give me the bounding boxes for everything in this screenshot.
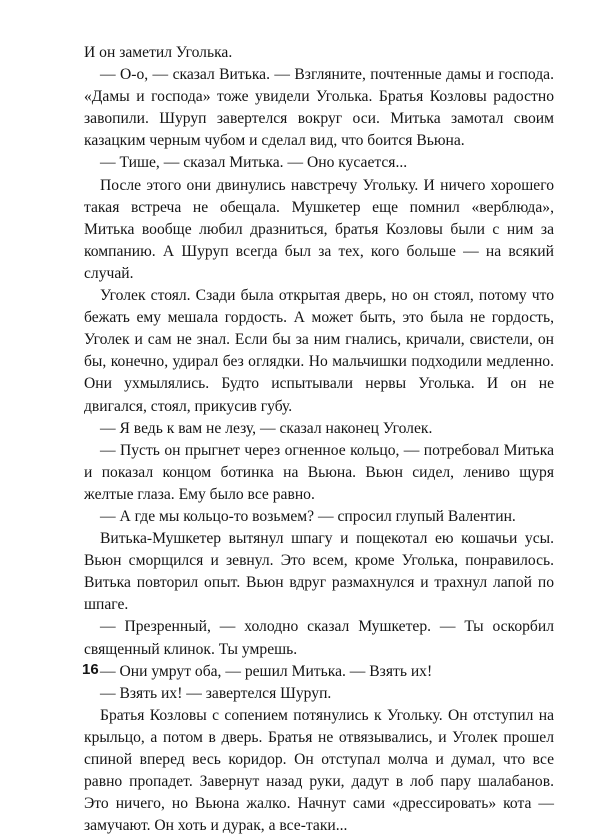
paragraph: Уголек стоял. Сзади была открытая дверь, но он стоял, потому что бежать ему мешала гордость. А может быть, это была не гордость, Уголек и сам не знал. Если бы за ним гнались, кричали, свистели, он бы, конечно, удирал без оглядки. Но мальчишки подходили медленно. Они ухмылялись. Будто испытывали нервы Уголька. И он не двигался, стоял, прикусив губу.: [84, 287, 554, 415]
page-number: 16: [82, 661, 99, 678]
paragraph: — Пусть он прыгнет через огненное кольцо, — потребовал Митька и показал концом ботинка на Вьюна. Вьюн сидел, лениво щуря желтые глаза. Ему было все равно.: [84, 441, 554, 503]
paragraph: Витька-Мушкетер вытянул шпагу и пощекотал ею кошачьи усы. Вьюн сморщился и зевнул. Это всем, кроме Уголька, понравилось. Витька повторил опыт. Вьюн вдруг размахнулся и трахнул лапой по шпаге.: [84, 530, 554, 614]
paragraph: — Они умрут оба, — решил Митька. — Взять их!: [100, 662, 433, 680]
paragraph: — Тише, — сказал Митька. — Оно кусается...: [100, 154, 408, 172]
paragraph: — О-о, — сказал Витька. — Взгляните, почтенные дамы и господа. «Дамы и господа» тоже увидели Уголька. Братья Козловы радостно завопили. Шуруп завертелся вокруг оси. Митька замотал своим казацким черным чубом и сделал вид, что боится Вьюна.: [84, 66, 554, 150]
body-text: [84, 42, 554, 837]
paragraph: — А где мы кольцо-то возьмем? — спросил глупый Валентин.: [100, 507, 516, 525]
paragraph: — Презренный, — холодно сказал Мушкетер. — Ты оскорбил священный клинок. Ты умрешь.: [84, 618, 554, 658]
paragraph: — Взять их! — завертелся Шуруп.: [100, 684, 332, 702]
paragraph: Братья Козловы с сопением потянулись к Угольку. Он отступил на крыльцо, а потом в дверь. Братья не отвязывались, и Уголек прошел спиной вперед весь коридор. Он отступал молча и думал, что все равно пропадет. Завернут назад руки, дадут в лоб пару шалабанов. Это ничего, но Вьюна жалко. Начнут сами «дрессировать» кота — замучают. Он хоть и дурак, а все-таки...: [84, 706, 554, 835]
paragraph: После этого они двинулись навстречу Угольку. И ничего хорошего такая встреча не обещала. Мушкетер еще помнил «верблюда», Митька вообще любил дразниться, братья Козловы были с ним за компанию. А Шуруп всегда был за тех, кого больше — на всякий случай.: [84, 176, 554, 282]
paragraph: — Я ведь к вам не лезу, — сказал наконец Уголек.: [100, 419, 433, 437]
paragraph: И он заметил Уголька.: [84, 44, 233, 61]
